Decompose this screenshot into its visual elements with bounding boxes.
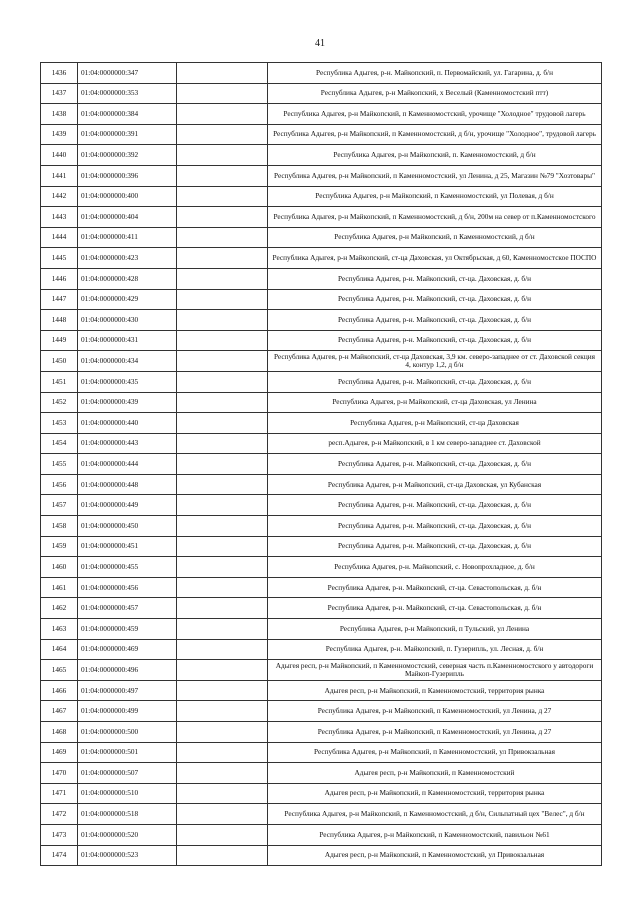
empty-cell <box>177 516 268 537</box>
empty-cell <box>177 124 268 145</box>
table-row <box>41 145 602 166</box>
cadastral-number-cell: 01:04:0000000:459 <box>78 619 177 640</box>
empty-cell <box>177 763 268 784</box>
address-cell: Республика Адыгея, р-н Майкопский, п Каменномостский, ул Привокзальная <box>268 742 602 763</box>
row-number-cell: 1453 <box>41 413 78 434</box>
empty-cell <box>177 598 268 619</box>
cadastral-number-cell: 01:04:0000000:411 <box>78 227 177 248</box>
empty-cell <box>177 660 268 681</box>
cadastral-number-cell: 01:04:0000000:396 <box>78 165 177 186</box>
table-row <box>41 783 602 804</box>
cadastral-number-cell: 01:04:0000000:444 <box>78 454 177 475</box>
address-cell: Республика Адыгея, р-н Майкопский, ст-ца Даховская, ул Кубанская <box>268 474 602 495</box>
empty-cell <box>177 824 268 845</box>
row-number-cell: 1437 <box>41 83 78 104</box>
table-row <box>41 330 602 351</box>
cadastral-number-cell: 01:04:0000000:456 <box>78 577 177 598</box>
registry-table-body <box>41 63 602 866</box>
cadastral-number-cell: 01:04:0000000:423 <box>78 248 177 269</box>
table-row <box>41 454 602 475</box>
row-number-cell: 1464 <box>41 639 78 660</box>
empty-cell <box>177 433 268 454</box>
cadastral-number-cell: 01:04:0000000:507 <box>78 763 177 784</box>
empty-cell <box>177 351 268 372</box>
address-cell: Республика Адыгея, р-н. Майкопский, ст-ца. Даховская, д. б/н <box>268 454 602 475</box>
empty-cell <box>177 557 268 578</box>
empty-cell <box>177 454 268 475</box>
row-number-cell: 1450 <box>41 351 78 372</box>
cadastral-number-cell: 01:04:0000000:523 <box>78 845 177 866</box>
empty-cell <box>177 783 268 804</box>
address-cell: Адыгея респ, р-н Майкопский, п Каменномостский, ул Привокзальная <box>268 845 602 866</box>
empty-cell <box>177 680 268 701</box>
address-cell: Республика Адыгея, р-н. Майкопский, ст-ца. Даховская, д. б/н <box>268 536 602 557</box>
row-number-cell: 1440 <box>41 145 78 166</box>
row-number-cell: 1460 <box>41 557 78 578</box>
table-row <box>41 474 602 495</box>
empty-cell <box>177 207 268 228</box>
table-row <box>41 742 602 763</box>
empty-cell <box>177 186 268 207</box>
table-row <box>41 722 602 743</box>
cadastral-number-cell: 01:04:0000000:439 <box>78 392 177 413</box>
row-number-cell: 1447 <box>41 289 78 310</box>
table-row <box>41 268 602 289</box>
table-row <box>41 165 602 186</box>
empty-cell <box>177 371 268 392</box>
table-row <box>41 660 602 681</box>
address-cell: Республика Адыгея, р-н. Майкопский, п. Первомайский, ул. Гагарина, д. б/н <box>268 63 602 84</box>
table-row <box>41 804 602 825</box>
address-cell: Республика Адыгея, р-н. Майкопский, с. Новопрохладное, д. б/н <box>268 557 602 578</box>
empty-cell <box>177 83 268 104</box>
address-cell: Республика Адыгея, р-н Майкопский, ст-ца Даховская, ул Октябрьская, д 60, Каменномостское ПОСПО <box>268 248 602 269</box>
empty-cell <box>177 310 268 331</box>
table-row <box>41 124 602 145</box>
table-row <box>41 248 602 269</box>
table-row <box>41 63 602 84</box>
row-number-cell: 1459 <box>41 536 78 557</box>
table-row <box>41 392 602 413</box>
empty-cell <box>177 63 268 84</box>
table-row <box>41 824 602 845</box>
address-cell: Адыгея респ, р-н Майкопский, п Каменномостский, северная часть п.Каменномостского у автодороги Майкоп-Гузерипль <box>268 660 602 681</box>
address-cell: Республика Адыгея, р-н. Майкопский, ст-ца. Даховская, д. б/н <box>268 268 602 289</box>
cadastral-number-cell: 01:04:0000000:400 <box>78 186 177 207</box>
cadastral-number-cell: 01:04:0000000:449 <box>78 495 177 516</box>
row-number-cell: 1436 <box>41 63 78 84</box>
empty-cell <box>177 845 268 866</box>
address-cell: Республика Адыгея, р-н Майкопский, п Каменномостский, ул Ленина, д 25, Магазин №79 "Хозтовары" <box>268 165 602 186</box>
cadastral-number-cell: 01:04:0000000:347 <box>78 63 177 84</box>
row-number-cell: 1462 <box>41 598 78 619</box>
row-number-cell: 1444 <box>41 227 78 248</box>
cadastral-number-cell: 01:04:0000000:428 <box>78 268 177 289</box>
cadastral-number-cell: 01:04:0000000:497 <box>78 680 177 701</box>
cadastral-number-cell: 01:04:0000000:404 <box>78 207 177 228</box>
row-number-cell: 1448 <box>41 310 78 331</box>
table-row <box>41 371 602 392</box>
table-row <box>41 557 602 578</box>
address-cell: Адыгея респ, р-н Майкопский, п Каменномостский <box>268 763 602 784</box>
address-cell: респ.Адыгея, р-н Майкопский, в 1 км северо-западнее ст. Даховской <box>268 433 602 454</box>
row-number-cell: 1467 <box>41 701 78 722</box>
empty-cell <box>177 495 268 516</box>
table-row <box>41 227 602 248</box>
table-row <box>41 763 602 784</box>
table-row <box>41 104 602 125</box>
cadastral-number-cell: 01:04:0000000:500 <box>78 722 177 743</box>
cadastral-number-cell: 01:04:0000000:443 <box>78 433 177 454</box>
row-number-cell: 1470 <box>41 763 78 784</box>
row-number-cell: 1473 <box>41 824 78 845</box>
address-cell: Адыгея респ, р-н Майкопский, п Каменномостский, территория рынка <box>268 783 602 804</box>
address-cell: Республика Адыгея, р-н Майкопский, п. Каменномостский, д б/н <box>268 145 602 166</box>
row-number-cell: 1471 <box>41 783 78 804</box>
address-cell: Республика Адыгея, р-н. Майкопский, ст-ца. Севастопольская, д. б/н <box>268 598 602 619</box>
empty-cell <box>177 392 268 413</box>
address-cell: Республика Адыгея, р-н Майкопский, п Каменномостский, павильон №61 <box>268 824 602 845</box>
row-number-cell: 1439 <box>41 124 78 145</box>
empty-cell <box>177 742 268 763</box>
cadastral-number-cell: 01:04:0000000:384 <box>78 104 177 125</box>
table-row <box>41 186 602 207</box>
table-row <box>41 310 602 331</box>
cadastral-number-cell: 01:04:0000000:451 <box>78 536 177 557</box>
empty-cell <box>177 268 268 289</box>
address-cell: Республика Адыгея, р-н. Майкопский, п. Гузерипль, ул. Лесная, д. б/н <box>268 639 602 660</box>
row-number-cell: 1454 <box>41 433 78 454</box>
row-number-cell: 1443 <box>41 207 78 228</box>
address-cell: Республика Адыгея, р-н Майкопский, п Каменномостский, д б/н <box>268 227 602 248</box>
cadastral-number-cell: 01:04:0000000:430 <box>78 310 177 331</box>
address-cell: Республика Адыгея, р-н. Майкопский, ст-ца. Даховская, д. б/н <box>268 516 602 537</box>
row-number-cell: 1458 <box>41 516 78 537</box>
address-cell: Республика Адыгея, р-н Майкопский, п Каменномостский, урочище "Холодное" трудовой лагерь <box>268 104 602 125</box>
table-row <box>41 619 602 640</box>
cadastral-number-cell: 01:04:0000000:496 <box>78 660 177 681</box>
cadastral-number-cell: 01:04:0000000:520 <box>78 824 177 845</box>
empty-cell <box>177 248 268 269</box>
empty-cell <box>177 289 268 310</box>
cadastral-number-cell: 01:04:0000000:518 <box>78 804 177 825</box>
empty-cell <box>177 536 268 557</box>
cadastral-number-cell: 01:04:0000000:353 <box>78 83 177 104</box>
row-number-cell: 1465 <box>41 660 78 681</box>
cadastral-number-cell: 01:04:0000000:431 <box>78 330 177 351</box>
address-cell: Республика Адыгея, р-н. Майкопский, ст-ца. Севастопольская, д. б/н <box>268 577 602 598</box>
address-cell: Республика Адыгея, р-н. Майкопский, ст-ца. Даховская, д. б/н <box>268 371 602 392</box>
table-row <box>41 639 602 660</box>
cadastral-number-cell: 01:04:0000000:434 <box>78 351 177 372</box>
table-row <box>41 598 602 619</box>
table-row <box>41 433 602 454</box>
address-cell: Республика Адыгея, р-н. Майкопский, ст-ца. Даховская, д. б/н <box>268 495 602 516</box>
address-cell: Республика Адыгея, р-н. Майкопский, ст-ца. Даховская, д. б/н <box>268 289 602 310</box>
address-cell: Республика Адыгея, р-н Майкопский, п Каменномостский, д б/н, урочище "Холодное", трудовой лагерь <box>268 124 602 145</box>
table-row <box>41 680 602 701</box>
address-cell: Республика Адыгея, р-н Майкопский, ст-ца Даховская, ул Ленина <box>268 392 602 413</box>
empty-cell <box>177 701 268 722</box>
empty-cell <box>177 145 268 166</box>
cadastral-number-cell: 01:04:0000000:450 <box>78 516 177 537</box>
row-number-cell: 1441 <box>41 165 78 186</box>
address-cell: Республика Адыгея, р-н. Майкопский, ст-ца. Даховская, д. б/н <box>268 330 602 351</box>
row-number-cell: 1455 <box>41 454 78 475</box>
row-number-cell: 1461 <box>41 577 78 598</box>
address-cell: Республика Адыгея, р-н Майкопский, п Каменномостский, ул Ленина, д 27 <box>268 701 602 722</box>
row-number-cell: 1466 <box>41 680 78 701</box>
cadastral-number-cell: 01:04:0000000:429 <box>78 289 177 310</box>
empty-cell <box>177 804 268 825</box>
cadastral-number-cell: 01:04:0000000:391 <box>78 124 177 145</box>
table-row <box>41 83 602 104</box>
table-row <box>41 495 602 516</box>
address-cell: Республика Адыгея, р-н Майкопский, п Каменномостский, д б/н, Сильпатный цех "Велес", д б/н <box>268 804 602 825</box>
empty-cell <box>177 722 268 743</box>
empty-cell <box>177 227 268 248</box>
row-number-cell: 1451 <box>41 371 78 392</box>
empty-cell <box>177 474 268 495</box>
table-row <box>41 536 602 557</box>
row-number-cell: 1438 <box>41 104 78 125</box>
table-row <box>41 413 602 434</box>
row-number-cell: 1469 <box>41 742 78 763</box>
cadastral-number-cell: 01:04:0000000:499 <box>78 701 177 722</box>
table-row <box>41 351 602 372</box>
address-cell: Республика Адыгея, р-н Майкопский, ст-ца Даховская <box>268 413 602 434</box>
property-registry-table <box>40 62 602 866</box>
cadastral-number-cell: 01:04:0000000:469 <box>78 639 177 660</box>
cadastral-number-cell: 01:04:0000000:435 <box>78 371 177 392</box>
address-cell: Республика Адыгея, р-н Майкопский, п Каменномостский, ул Полевая, д б/н <box>268 186 602 207</box>
address-cell: Республика Адыгея, р-н Майкопский, п Каменномостский, д б/н, 200м на север от п.Каменномостского <box>268 207 602 228</box>
table-row <box>41 701 602 722</box>
address-cell: Республика Адыгея, р-н Майкопский, п Каменномостский, ул Ленина, д 27 <box>268 722 602 743</box>
empty-cell <box>177 165 268 186</box>
empty-cell <box>177 619 268 640</box>
row-number-cell: 1457 <box>41 495 78 516</box>
empty-cell <box>177 639 268 660</box>
cadastral-number-cell: 01:04:0000000:501 <box>78 742 177 763</box>
cadastral-number-cell: 01:04:0000000:392 <box>78 145 177 166</box>
address-cell: Республика Адыгея, р-н Майкопский, ст-ца Даховская, 3,9 км. северо-западнее от ст. Даховской секция 4, контур 1,2, д б/н <box>268 351 602 372</box>
table-row <box>41 516 602 537</box>
row-number-cell: 1449 <box>41 330 78 351</box>
row-number-cell: 1463 <box>41 619 78 640</box>
row-number-cell: 1468 <box>41 722 78 743</box>
table-row <box>41 289 602 310</box>
row-number-cell: 1442 <box>41 186 78 207</box>
table-row <box>41 207 602 228</box>
row-number-cell: 1456 <box>41 474 78 495</box>
page-number: 41 <box>315 38 325 49</box>
table-row <box>41 845 602 866</box>
empty-cell <box>177 330 268 351</box>
row-number-cell: 1452 <box>41 392 78 413</box>
empty-cell <box>177 577 268 598</box>
address-cell: Республика Адыгея, р-н Майкопский, п Тульский, ул Ленина <box>268 619 602 640</box>
empty-cell <box>177 104 268 125</box>
cadastral-number-cell: 01:04:0000000:455 <box>78 557 177 578</box>
row-number-cell: 1446 <box>41 268 78 289</box>
empty-cell <box>177 413 268 434</box>
cadastral-number-cell: 01:04:0000000:510 <box>78 783 177 804</box>
cadastral-number-cell: 01:04:0000000:457 <box>78 598 177 619</box>
cadastral-number-cell: 01:04:0000000:448 <box>78 474 177 495</box>
row-number-cell: 1472 <box>41 804 78 825</box>
address-cell: Республика Адыгея, р-н. Майкопский, ст-ца. Даховская, д. б/н <box>268 310 602 331</box>
table-row <box>41 577 602 598</box>
row-number-cell: 1474 <box>41 845 78 866</box>
address-cell: Республика Адыгея, р-н Майкопский, х Веселый (Каменномостский птт) <box>268 83 602 104</box>
row-number-cell: 1445 <box>41 248 78 269</box>
address-cell: Адыгея респ, р-н Майкопский, п Каменномостский, территория рынка <box>268 680 602 701</box>
cadastral-number-cell: 01:04:0000000:440 <box>78 413 177 434</box>
